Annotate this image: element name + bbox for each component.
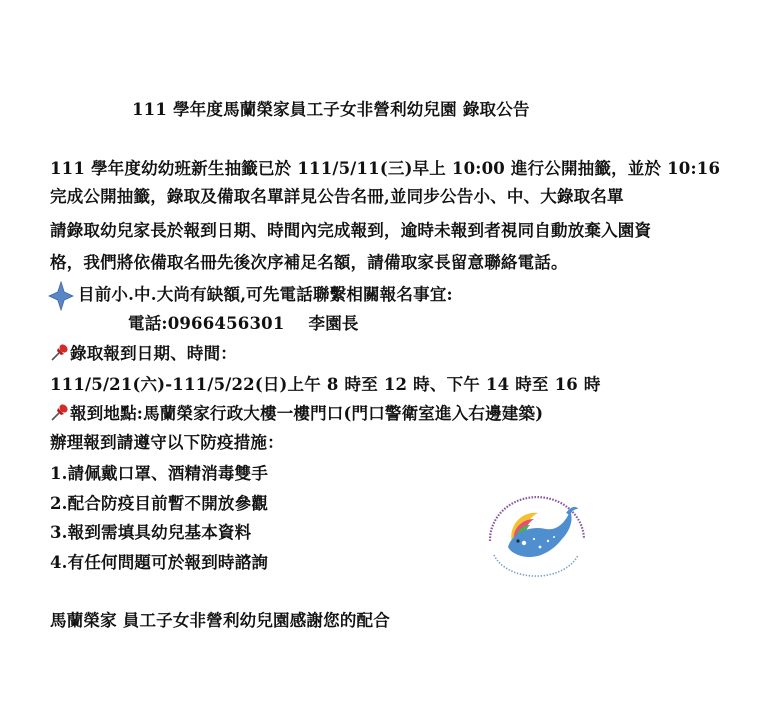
intro-line-1: 111 學年度幼幼班新生抽籤已於 111/5/11(三)早上 10:00 進行公開抽籤，並於 10:16 xyxy=(50,159,721,178)
measure-item: 1.請佩戴口罩、酒精消毒雙手 xyxy=(50,464,269,483)
registration-location: 報到地點:馬蘭榮家行政大樓一樓門口(門口警衛室進入右邊建築) xyxy=(70,404,544,423)
kindergarten-logo xyxy=(478,481,594,579)
phone-line xyxy=(128,313,359,335)
pushpin-icon xyxy=(50,402,70,422)
intro-line-2: 完成公開抽籤，錄取及備取名單詳見公告名冊,並同步公告小、中、大錄取名單 xyxy=(50,187,624,206)
star-icon xyxy=(48,281,74,311)
measure-item: 3.報到需填具幼兒基本資料 xyxy=(50,523,252,542)
phone-contact: 李園長 xyxy=(308,314,359,333)
page-title: 111 學年度馬蘭榮家員工子女非營利幼兒園 錄取公告 xyxy=(132,100,530,119)
vacancy-notice: 目前小.中.大尚有缺額,可先電話聯繫相關報名事宜: xyxy=(78,285,453,304)
closing-line: 馬蘭榮家 員工子女非營利幼兒園感謝您的配合 xyxy=(50,611,390,630)
registration-time: 111/5/21(六)-111/5/22(日)上午 8 時至 12 時、下午 14 時至 16 時 xyxy=(50,375,601,394)
measure-item: 2.配合防疫目前暫不開放參觀 xyxy=(50,494,269,513)
registration-heading: 錄取報到日期、時間： xyxy=(70,344,237,363)
phone-number: 電話:0966456301 xyxy=(128,314,285,333)
measure-item: 4.有任何問題可於報到時諮詢 xyxy=(50,553,269,572)
intro-line-3: 請錄取幼兒家長於報到日期、時間內完成報到，逾時未報到者視同自動放棄入園資 xyxy=(50,221,652,240)
intro-line-4: 格，我們將依備取名冊先後次序補足名額，請備取家長留意聯絡電話。 xyxy=(50,253,568,272)
measures-heading: 辦理報到請遵守以下防疫措施： xyxy=(50,433,284,452)
pushpin-icon xyxy=(50,342,70,362)
